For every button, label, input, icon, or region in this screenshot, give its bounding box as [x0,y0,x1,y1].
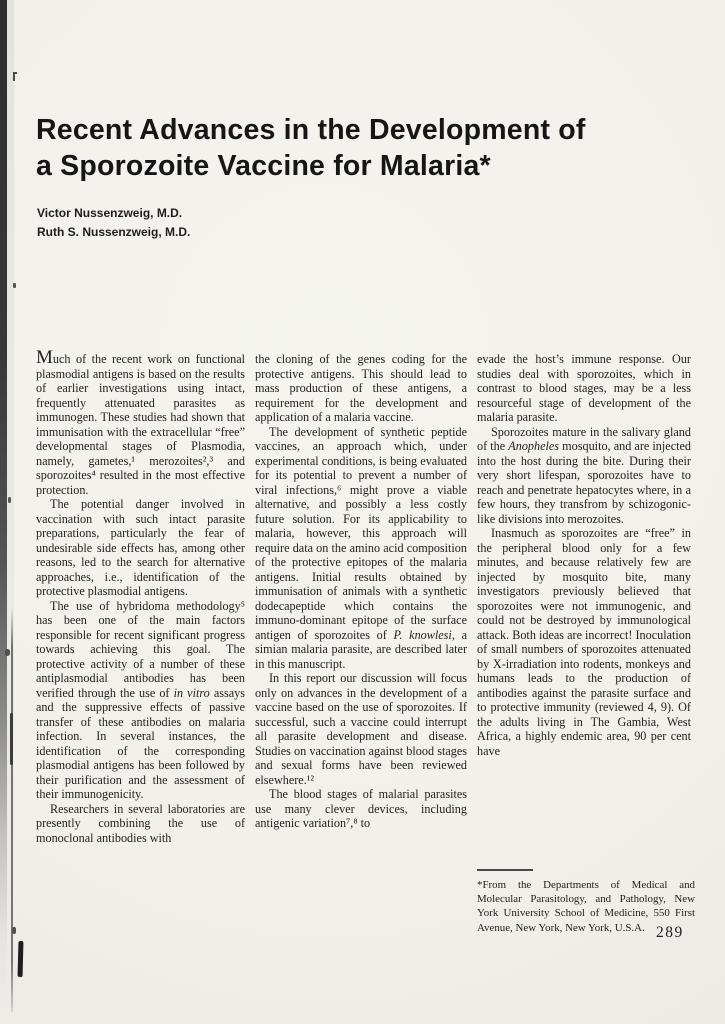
author-1: Victor Nussenzweig, M.D. [37,206,183,220]
paragraph: The development of synthetic peptide vaccines, an approach which, under experimental conditions, is being evaluated for its potential to prevent a number of viral infections,⁶ might prove a viable alternative, and possibly a less costly future solution. For its applicability to malaria, however, this approach will require data on the amino acid composition of the protective epitopes of the malaria antigens. Initial results obtained by immunisation of animals with a synthetic dodecapeptide which contains the immuno-dominant epitope of the surface antigen of sporozoites of P. knowlesi, a simian malaria parasite, are described later in this manuscript. [255,424,467,671]
author-block [37,204,190,241]
paragraph: The potential danger involved in vaccination with such intact parasite preparations, particularly the fear of undesirable side effects has, among other reasons, led to the search for alternative approaches, i.e., identification of the protective plasmodial antigens. [36,497,245,598]
article-title [36,112,656,184]
scan-speck-artifact [13,283,16,288]
paragraph: evade the host’s immune response. Our studies deal with sporozoites, which in contrast to blood stages, may be a less resourceful stage of development of the malaria parasite. [477,352,691,424]
scan-speck-artifact [8,497,11,503]
paragraph: The use of hybridoma methodology⁵ has been one of the main factors responsible for recent significant progress towards achieving this goal. The protective activity of a number of these antiplasmodial antibodies has been verified through the use of in vitro assays and the suppressive effects of passive transfer of these antibodies on malaria infection. In several instances, the identification of the corresponding plasmodial antigens has been followed by their purification and the assessment of their immunogenicity. [36,598,245,801]
title-line-2: a Sporozoite Vaccine for Malaria* [36,150,491,182]
column-right [477,352,691,758]
paragraph: the cloning of the genes coding for the protective antigens. This should lead to mass production of these antigens, a requirement for the development and application of a malaria vaccine. [255,352,467,424]
paragraph: Inasmuch as sporozoites are “free” in the peripheral blood only for a few minutes, and because relatively few are injected by mosquito bite, many investigators previously believed that sporozoites were not immunogenic, and could not be destroyed by immunological attack. Both ideas are incorrect! Inoculation of small numbers of sporozoites attenuated by X-irradiation into rodents, monkeys and humans leads to the production of antibodies against the parasite surface and to protective immunity (reviewed 4, 9). Of the adults living in The Gambia, West Africa, a highly endemic area, 90 per cent have [477,526,691,758]
scan-speck-artifact [5,649,10,656]
page-number: 289 [656,924,684,941]
scratch-line-artifact [11,607,13,1012]
footnote: *From the Departments of Medical and Molecular Parasitology, and Pathology, New York University School of Medicine, 550 First Avenue, New York, New York, U.S.A. [477,879,695,934]
column-middle [255,352,467,831]
scan-speck-artifact [12,927,16,934]
footnote-rule [477,869,533,871]
paragraph: Researchers in several laboratories are presently combining the use of monoclonal antibodies with [36,801,245,845]
scan-edge-bar-artifact [0,0,7,1024]
paragraph: In this report our discussion will focus only on advances in the development of a vaccine based on the use of sporozoites. If successful, such a vaccine could interrupt all parasite development and disease. Studies on vaccination against blood stages and sexual forms have been reviewed elsewhere.¹² [255,671,467,787]
paragraph: The blood stages of malarial parasites use many clever devices, including antigenic variation⁷,⁸ to [255,787,467,830]
column-left [36,347,245,845]
scan-speck-artifact [13,72,15,81]
title-line-1: Recent Advances in the Development of [36,114,586,146]
ink-blot-artifact [18,941,23,977]
paragraph: Sporozoites mature in the salivary gland of the Anopheles mosquito, and are injected into the host during the bite. During their very short lifespan, sporozoites have to reach and penetrate hepatocytes where, in a few hours, they transfrom by schizogonic-like divisions into merozoites. [477,424,691,526]
paragraph: Much of the recent work on functional plasmodial antigens is based on the results of earlier investigations using intact, frequently attenuated parasites as immunogen. These studies had shown that immunisation with the extracellular “free” developmental stages of Plasmodia, namely, gametes,¹ merozoites²,³ and sporozoites⁴ resulted in the most effective protection. [36,347,245,497]
scratch-line-thick-artifact [10,713,13,765]
author-2: Ruth S. Nussenzweig, M.D. [37,224,191,239]
